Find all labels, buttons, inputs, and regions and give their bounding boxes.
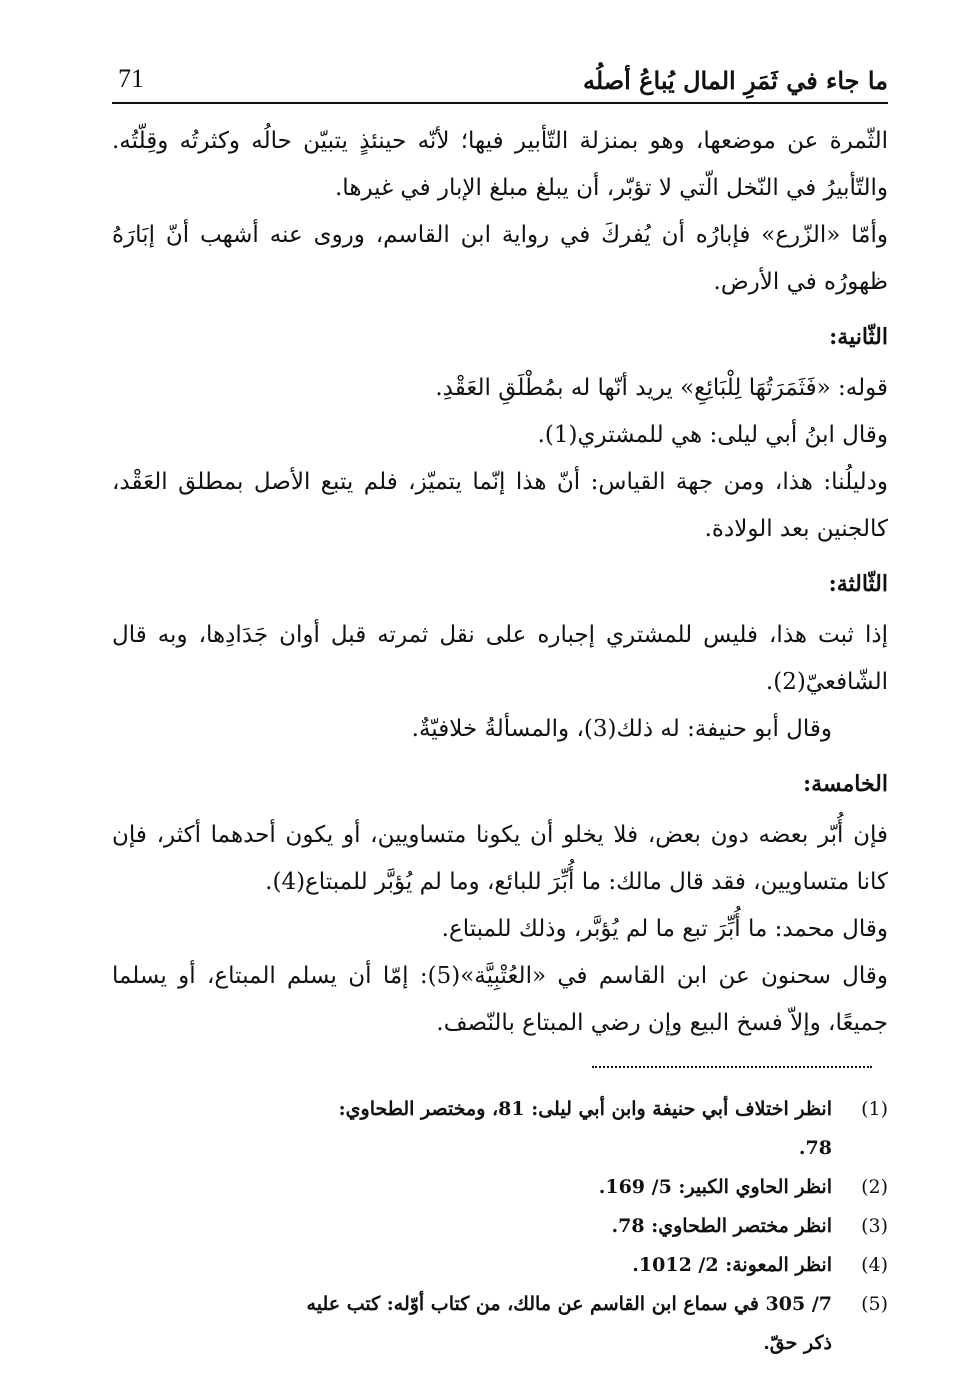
paragraph: ودليلُنا: هذا، ومن جهة القياس: أنّ هذا إنّما يتميّز، فلم يتبع الأصل بمطلق العَقْد، كالجنين بعد الولادة. [112, 469, 888, 542]
paragraph: وأمّا «الزّرع» فإبارُه أن يُفركَ في رواية ابن القاسم، وروى عنه أشهب أنّ إبَارَهُ ظهورُه في الأرض. [112, 222, 888, 295]
footnote [300, 1090, 888, 1168]
footnote-number: (4) [861, 1254, 888, 1276]
footnote-text: انظر المعونة: 2/ 1012. [632, 1254, 832, 1276]
paragraph: إذا ثبت هذا، فليس للمشتري إجباره على نقل ثمرته قبل أوان جَدَادِها، وبه قال الشّافعيّ(2). [112, 622, 888, 695]
footnote [300, 1285, 888, 1363]
paragraph: وقال محمد: ما أُبِّرَ تبع ما لم يُؤبَّر، وذلك للمبتاع. [441, 916, 888, 942]
page-header [112, 64, 888, 98]
paragraph: وقال ابنُ أبي ليلى: هي للمشتري(1). [537, 422, 888, 448]
paragraph: وقال أبو حنيفة: له ذلك(3)، والمسألةُ خلافيّةٌ. [411, 716, 832, 742]
footnotes [300, 1090, 888, 1363]
section-heading: الثّانية: [829, 324, 888, 350]
footnote [300, 1246, 888, 1285]
footnote-text: انظر اختلاف أبي حنيفة وابن أبي ليلى: 81، ومختصر الطحاوي: 78. [338, 1098, 832, 1159]
footnote-number: (5) [861, 1293, 888, 1315]
footnote [300, 1168, 888, 1207]
footnote [300, 1207, 888, 1246]
paragraph: الثّمرة عن موضعها، وهو بمنزلة التّأبير فيها؛ لأنّه حينئذٍ يتبيّن حالُه وكثرتُه وقِلّتُه. والتّأبيرُ في النّخل الّتي لا تؤبّر، أن يبلغ مبلغ الإبار في غيرها. [112, 128, 888, 201]
page-number: 71 [118, 64, 144, 93]
footnote-text: انظر مختصر الطحاوي: 78. [611, 1215, 832, 1237]
footnote-number: (1) [861, 1098, 888, 1120]
paragraph: فإن أُبّر بعضه دون بعض، فلا يخلو أن يكونا متساويين، أو يكون أحدهما أكثر، فإن كانا متساويين، فقد قال مالك: ما أُبِّرَ للبائع، وما لم يُؤبَّر للمبتاع(4). [112, 822, 888, 895]
main-text [112, 118, 888, 1047]
paragraph: وقال سحنون عن ابن القاسم في «العُتْبِيَّة»(5): إمّا أن يسلم المبتاع، أو يسلما جميعًا، وإلاّ فسخ البيع وإن رضي المبتاع بالنّصف. [112, 963, 888, 1036]
paragraph: قوله: «فَثَمَرَتُهَا لِلْبَائِعِ» يريد أنّها له بمُطْلَقِ العَقْدِ. [435, 375, 888, 401]
section-heading: الخامسة: [802, 771, 888, 797]
footnote-text: 7/ 305 في سماع ابن القاسم عن مالك، من كتاب أوّله: كتب عليه ذكر حقّ. [306, 1293, 832, 1354]
section-heading: الثّالثة: [828, 571, 888, 597]
footnote-number: (3) [861, 1215, 888, 1237]
header-rule [112, 102, 888, 104]
running-title: ما جاء في ثَمَرِ المال يُباعُ أصلُه [582, 66, 888, 95]
footnote-separator [592, 1066, 872, 1068]
footnote-text: انظر الحاوي الكبير: 5/ 169. [598, 1176, 832, 1198]
footnote-number: (2) [861, 1176, 888, 1198]
